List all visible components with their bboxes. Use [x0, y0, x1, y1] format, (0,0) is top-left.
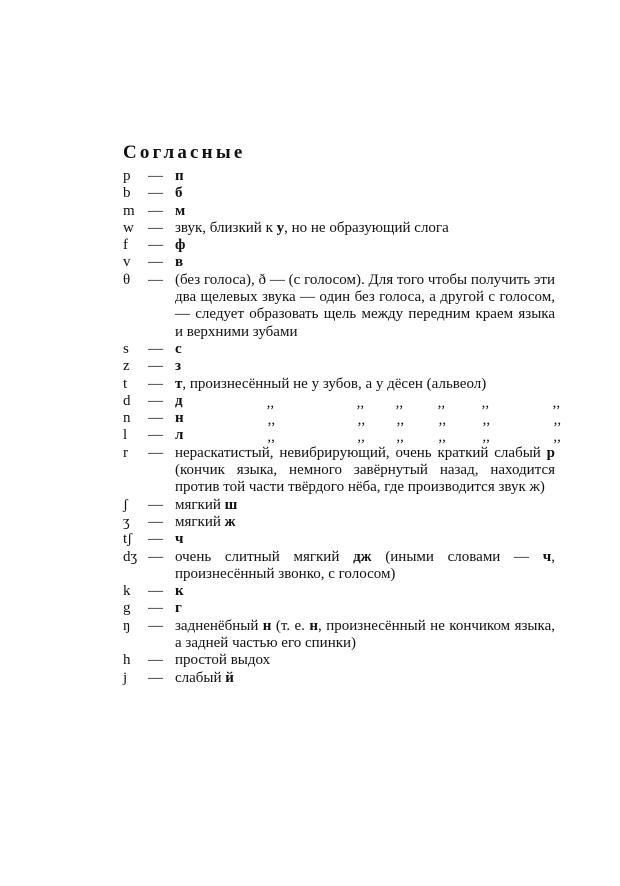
description-text: (иными словами —: [371, 548, 543, 565]
ipa-symbol: p: [123, 168, 131, 184]
consonant-row: [123, 237, 563, 254]
dash: —: [148, 168, 163, 184]
description: [175, 670, 555, 687]
ditto-mark: ,,: [553, 429, 561, 446]
ipa-symbol: t: [123, 375, 128, 392]
ditto-mark: ,,: [482, 412, 491, 429]
russian-letter: в: [175, 254, 184, 271]
ditto-marks: [184, 410, 562, 429]
russian-letter: ш: [224, 496, 238, 513]
ditto-mark: ,,: [396, 412, 405, 429]
description: [175, 220, 555, 237]
description: [175, 358, 555, 375]
description-text: очень слитный мягкий: [175, 548, 354, 565]
description: [175, 652, 555, 669]
dash: —: [148, 410, 163, 427]
description: [175, 549, 555, 584]
description-text: звук, близкий к: [175, 219, 277, 236]
consonant-row: [123, 203, 563, 220]
description-text: , произнесённый звонко, с голосом): [175, 548, 555, 582]
russian-letter: м: [175, 202, 186, 219]
consonant-row: [123, 168, 563, 185]
ipa-symbol: θ: [123, 271, 131, 288]
dash: —: [148, 237, 163, 254]
description: [175, 254, 555, 271]
ditto-mark: ,,: [395, 394, 404, 411]
consonant-row: [123, 272, 563, 341]
ipa-symbol: f: [123, 237, 128, 254]
russian-letter: н: [262, 617, 272, 634]
ditto-marks: [183, 427, 561, 446]
ipa-symbol: b: [123, 185, 131, 202]
russian-letter: с: [175, 340, 182, 357]
description: [175, 341, 555, 358]
consonant-row: [123, 410, 563, 427]
consonant-row: [123, 445, 563, 497]
dash: —: [148, 375, 163, 392]
description: [175, 445, 555, 497]
russian-letter: т: [175, 375, 183, 392]
description: [175, 427, 561, 446]
russian-letter: б: [175, 185, 183, 202]
consonant-row: [123, 393, 563, 410]
russian-letter: у: [276, 219, 285, 236]
consonant-row: [123, 600, 563, 617]
dash: —: [148, 185, 163, 202]
description: [175, 600, 555, 617]
ipa-symbol: k: [123, 583, 131, 600]
description: [175, 168, 555, 185]
ipa-symbol: tʃ: [123, 531, 133, 548]
dash: —: [148, 617, 163, 634]
ditto-mark: ,,: [553, 412, 562, 429]
ipa-symbol: dʒ: [123, 548, 138, 565]
dash: —: [148, 392, 163, 409]
consonant-row: [123, 358, 563, 375]
consonant-row: [123, 618, 563, 653]
description: [175, 272, 555, 341]
ditto-marks: [183, 393, 561, 411]
description-text: , произнесённый не у зубов, а у дёсен (альвеол): [182, 375, 487, 392]
russian-letter: дж: [353, 548, 372, 565]
description: [175, 514, 555, 531]
description-text: задненёбный: [175, 617, 263, 634]
russian-letter: ф: [175, 237, 186, 254]
dash: —: [148, 669, 163, 686]
ditto-mark: ,,: [396, 429, 404, 446]
dash: —: [148, 583, 163, 600]
dash: —: [148, 652, 163, 669]
description: [175, 203, 555, 220]
description: [175, 583, 555, 600]
russian-letter: ч: [175, 531, 184, 548]
consonant-row: [123, 341, 563, 358]
consonant-row: [123, 514, 563, 531]
description-text: нераскатистый, невибрирующий, очень краткий слабый: [175, 444, 547, 461]
description-text: (кончик языка, немного завёрнутый назад, находится против той части твёрдого нёба, где производится звук ж): [175, 462, 555, 496]
ditto-mark: ,,: [438, 429, 446, 446]
dash: —: [148, 271, 163, 288]
document-page: [123, 142, 563, 687]
description: [175, 618, 555, 653]
dash: —: [148, 219, 163, 236]
ipa-symbol: ʃ: [123, 496, 128, 513]
ditto-mark: ,,: [552, 394, 561, 411]
consonant-row: [123, 254, 563, 271]
dash: —: [148, 202, 163, 219]
dash: —: [148, 531, 163, 548]
ditto-mark: ,,: [357, 412, 366, 429]
consonant-row: [123, 220, 563, 237]
consonant-row: [123, 427, 563, 444]
consonant-row: [123, 531, 563, 548]
consonant-row: [123, 376, 563, 393]
consonant-list: [123, 168, 563, 687]
ditto-mark: ,,: [481, 394, 490, 411]
dash: —: [148, 358, 163, 375]
russian-letter: д: [175, 392, 183, 409]
ipa-symbol: l: [123, 427, 128, 444]
ipa-symbol: m: [123, 202, 135, 219]
description: [175, 531, 555, 548]
ipa-symbol: j: [123, 669, 128, 686]
dash: —: [148, 444, 163, 461]
ipa-symbol: ʒ: [123, 513, 130, 530]
dash: —: [148, 496, 163, 513]
dash: —: [148, 254, 163, 271]
description-text: слабый: [175, 669, 226, 686]
description-text: , произнесённый не кончиком языка, а задней частью его спинки): [175, 617, 555, 652]
russian-letter: л: [175, 427, 184, 444]
description: [175, 376, 555, 393]
description-text: мягкий: [175, 496, 225, 513]
description: [175, 392, 561, 411]
russian-letter: г: [175, 600, 182, 617]
ditto-mark: ,,: [267, 412, 276, 429]
russian-letter: к: [175, 583, 184, 600]
ipa-symbol: s: [123, 340, 129, 357]
description-text: простой выдох: [175, 652, 271, 669]
ipa-symbol: n: [123, 410, 131, 427]
ditto-mark: ,,: [437, 394, 446, 411]
dash: —: [148, 548, 163, 565]
russian-letter: з: [175, 358, 182, 375]
description-text: (без голоса), ð — (с голосом). Для того чтобы получить эти два щелевых звука — один без голоса, а другой с голосом, — следует образовать щель между передним краем языка и верхними зубами: [175, 271, 555, 340]
consonant-row: [123, 549, 563, 584]
description: [175, 185, 555, 202]
dash: —: [148, 340, 163, 357]
ditto-mark: ,,: [357, 429, 365, 446]
russian-letter: й: [225, 669, 234, 686]
dash: —: [148, 427, 163, 444]
ditto-mark: ,,: [266, 394, 275, 411]
description: [175, 237, 555, 254]
ditto-mark: ,,: [267, 429, 275, 446]
ipa-symbol: w: [123, 219, 134, 236]
russian-letter: п: [175, 168, 184, 184]
consonant-row: [123, 497, 563, 514]
ditto-mark: ,,: [356, 394, 365, 411]
ipa-symbol: d: [123, 392, 131, 409]
description: [175, 497, 555, 514]
ditto-mark: ,,: [438, 412, 447, 429]
russian-letter: ч: [542, 548, 552, 565]
russian-letter: н: [309, 617, 319, 634]
description: [175, 410, 562, 429]
dash: —: [148, 600, 163, 617]
section-heading: Согласные: [123, 142, 246, 163]
ipa-symbol: z: [123, 358, 130, 375]
ipa-symbol: h: [123, 652, 131, 669]
russian-letter: р: [546, 444, 555, 461]
description-text: мягкий: [175, 513, 225, 530]
description-text: , но не образующий слога: [284, 219, 449, 236]
ipa-symbol: g: [123, 600, 131, 617]
ipa-symbol: v: [123, 254, 131, 271]
ipa-symbol: ŋ: [123, 617, 131, 634]
consonant-row: [123, 670, 563, 687]
ditto-mark: ,,: [482, 429, 490, 446]
dash: —: [148, 513, 163, 530]
russian-letter: ж: [224, 513, 236, 530]
consonant-row: [123, 583, 563, 600]
ipa-symbol: r: [123, 444, 128, 461]
consonant-row: [123, 652, 563, 669]
russian-letter: н: [175, 410, 184, 427]
consonant-row: [123, 185, 563, 202]
description-text: (т. е.: [271, 617, 310, 634]
